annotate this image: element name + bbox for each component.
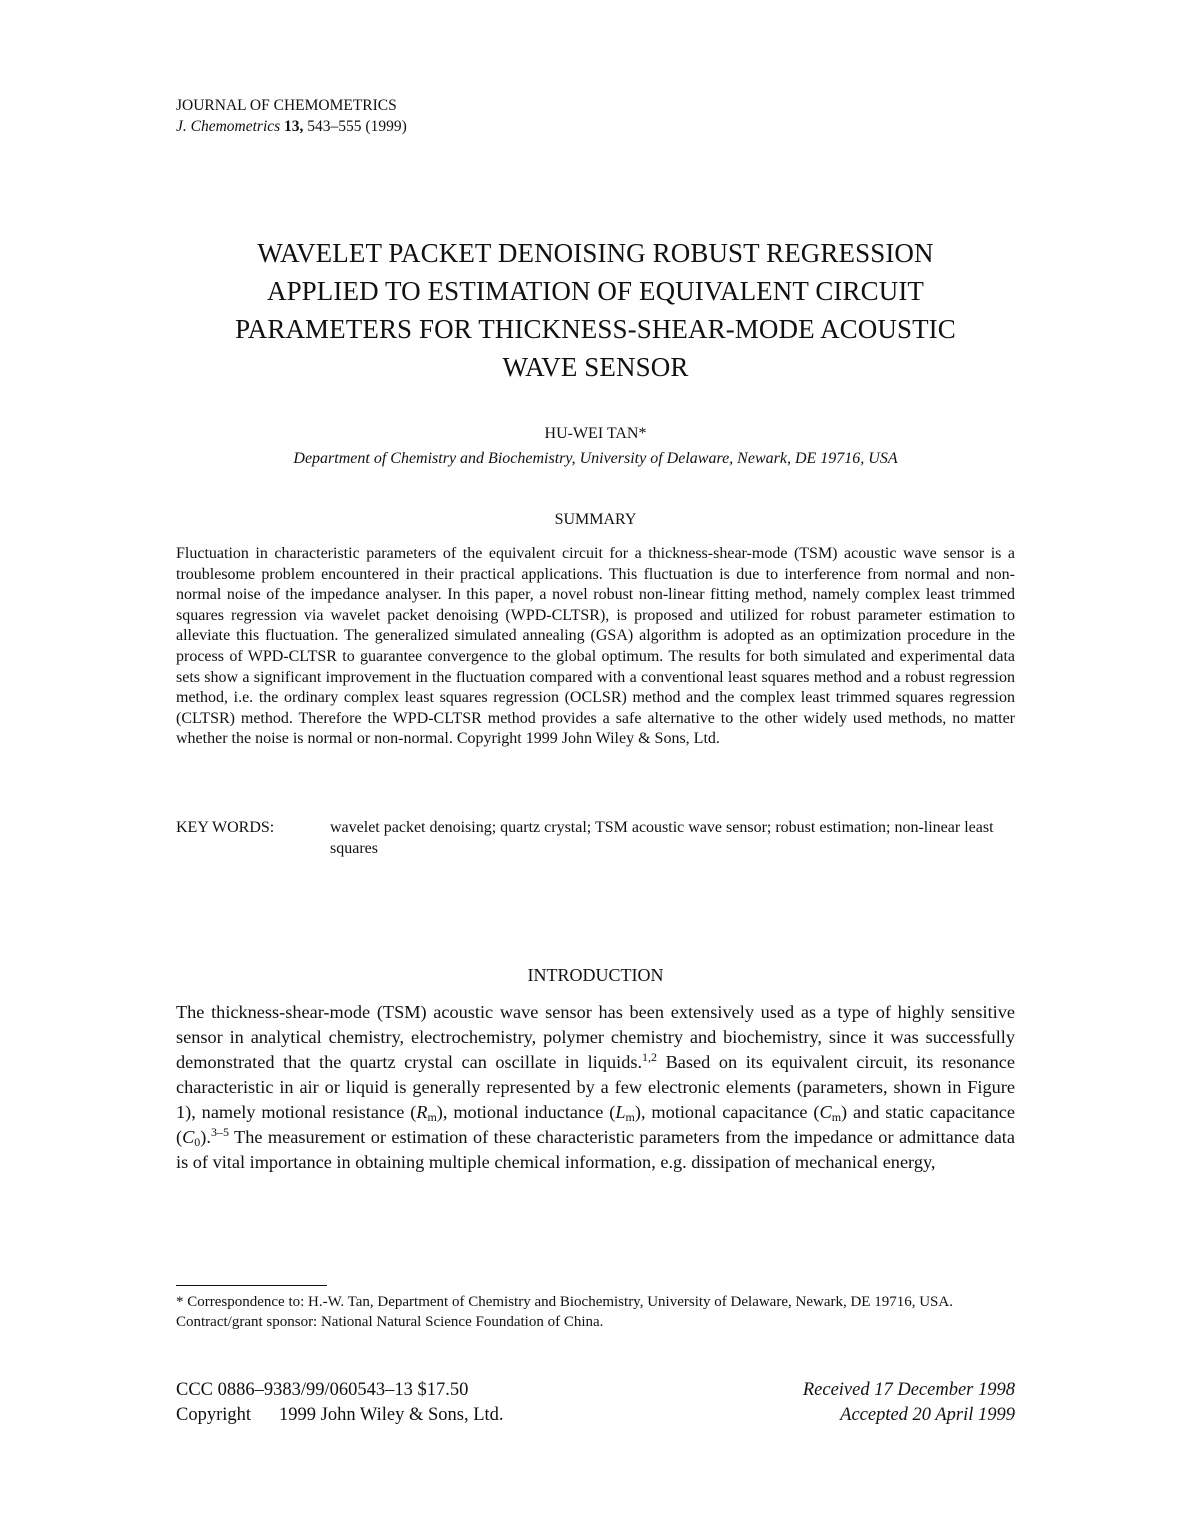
journal-header [176,95,407,137]
subscript: m [625,1110,635,1124]
title-line: APPLIED TO ESTIMATION OF EQUIVALENT CIRCUIT [266,276,925,306]
copyright-holder: 1999 John Wiley & Sons, Ltd. [279,1405,504,1425]
intro-segment: Based on its equivalent circuit, its resonance characteristic in air or liquid is generally represented by a few electronic elements (parameters, shown in Figure 1), namely motional resistance ( [176,1052,1015,1122]
paper-title [176,234,1015,386]
publication-info [176,1378,504,1428]
footnotes [176,1293,1015,1332]
symbol: R [416,1102,428,1122]
keywords [176,818,1015,859]
citation-ref: 3–5 [210,1125,229,1139]
intro-segment: ), motional inductance ( [436,1102,616,1122]
accepted-date: Accepted 20 April 1999 [840,1405,1015,1425]
journal-name: JOURNAL OF CHEMOMETRICS [176,97,397,114]
intro-segment: ) and static capacitance ( [176,1102,1015,1147]
citation-pages-year: 543–555 (1999) [307,118,407,135]
title-line: WAVELET PACKET DENOISING ROBUST REGRESSION [257,238,934,268]
citation-ref: 1,2 [642,1050,658,1064]
symbol: L [615,1102,626,1122]
summary-heading: SUMMARY [554,511,637,528]
intro-segment: The thickness-shear-mode (TSM) acoustic wave sensor has been extensively used as a type of highly sensitive sensor in analytical chemistry, electrochemistry, polymer chemistry and biochemistry, since it was successfully demonstrated that the quartz crystal can oscillate in liquids. [176,1002,1015,1072]
citation-volume: 13, [284,118,304,135]
subscript: m [427,1110,437,1124]
symbol: C [819,1102,832,1122]
intro-segment: The measurement or estimation of these characteristic parameters from the impedance or admittance data is of vital importance in obtaining multiple chemical information, e.g. dissipation of mechanical energy, [176,1127,1015,1172]
summary-text: Fluctuation in characteristic parameters of the equivalent circuit for a thickness-shear-mode (TSM) acoustic wave sensor is a troublesome problem encountered in their practical applications. This fluctuation is due to interference from normal and non-normal noise of the impedance analyser. In this paper, a novel robust non-linear fitting method, namely complex least trimmed squares regression via wavelet packet denoising (WPD-CLTSR), is proposed and utilized for robust parameter estimation to alleviate this fluctuation. The generalized simulated annealing (GSA) algorithm is adopted as an optimization procedure in the process of WPD-CLTSR to guarantee convergence to the global optimum. The results for both simulated and experimental data sets show a significant improvement in the fluctuation compared with a conventional least squares method and a robust regression method, i.e. the ordinary complex least squares regression (OCLSR) method and the complex least trimmed squares regression (CLTSR) method. Therefore the WPD-CLTSR method provides a safe alternative to the other widely used methods, no matter whether the noise is normal or non-normal. Copyright 1999 John Wiley & Sons, Ltd. [176,545,1015,748]
subscript: m [831,1110,842,1124]
footnote-divider [176,1285,327,1286]
symbol: C [182,1127,195,1147]
citation-journal: J. Chemometrics [176,118,281,135]
author-affiliation: Department of Chemistry and Biochemistry, University of Delaware, Newark, DE 19716, USA [293,450,898,467]
received-date: Received 17 December 1998 [802,1380,1015,1400]
journal-citation [176,116,407,137]
sponsor-footnote: Contract/grant sponsor: National Natural Science Foundation of China. [176,1313,604,1330]
correspondence-footnote: * Correspondence to: H.-W. Tan, Department of Chemistry and Biochemistry, University of Delaware, Newark, DE 19716, USA. [176,1294,953,1310]
intro-segment: ). [200,1127,211,1147]
copyright-line [176,1403,504,1428]
copyright-word: Copyright [176,1405,252,1425]
title-line: WAVE SENSOR [502,352,689,382]
dates-info [600,1378,1015,1428]
keywords-value: wavelet packet denoising; quartz crystal; TSM acoustic wave sensor; robust estimation; non-linear least squares [330,819,994,857]
author-name: HU-WEI TAN* [544,425,647,442]
intro-segment: ), motional capacitance ( [634,1102,820,1122]
keywords-label: KEY WORDS: [176,819,275,836]
subscript: 0 [194,1135,201,1149]
ccc-code: CCC 0886–9383/99/060543–13 $17.50 [176,1380,469,1400]
introduction-heading: INTRODUCTION [527,965,664,985]
introduction-text [176,1000,1015,1175]
title-line: PARAMETERS FOR THICKNESS-SHEAR-MODE ACOUSTIC [235,314,956,344]
